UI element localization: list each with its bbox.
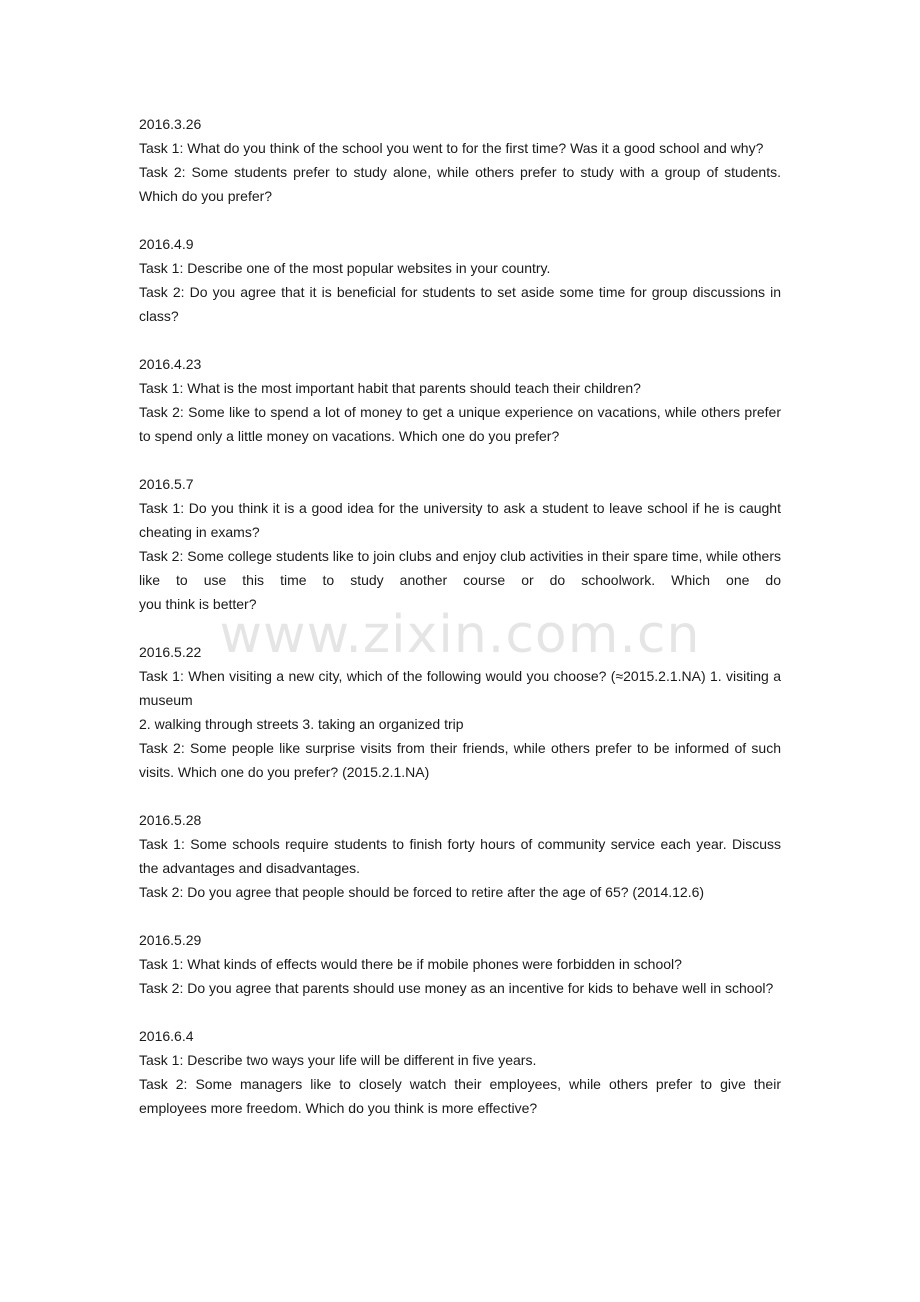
entry-date: 2016.4.23 — [139, 356, 202, 372]
task-1-text: Task 1: Some schools require students to finish forty hours of community service each year. Discuss the advantages and disadvantages. — [139, 836, 781, 876]
entry-date: 2016.6.4 — [139, 1028, 194, 1044]
entry-2016-4-23 — [139, 352, 781, 448]
entry-2016-5-29 — [139, 928, 781, 1000]
task-2-text-continued: you think is better? — [139, 596, 257, 612]
task-2-text: Task 2: Some people like surprise visits from their friends, while others prefer to be informed of such visits. Which one do you prefer? (2015.2.1.NA) — [139, 740, 781, 780]
task-2-text: Task 2: Some managers like to closely watch their employees, while others prefer to give their employees more freedom. Which do you think is more effective? — [139, 1076, 781, 1116]
task-2-text: Task 2: Some college students like to join clubs and enjoy club activities in their spare time, while others like to use this time to study another course or do schoolwork. Which one do — [139, 548, 781, 588]
task-2-text: Task 2: Do you agree that parents should use money as an incentive for kids to behave well in school? — [139, 980, 774, 996]
task-1-text: Task 1: What kinds of effects would there be if mobile phones were forbidden in school? — [139, 956, 682, 972]
task-1-text: Task 1: Describe two ways your life will be different in five years. — [139, 1052, 537, 1068]
site-watermark: www.zixin.com.cn — [219, 605, 701, 665]
task-2-text: Task 2: Do you agree that it is beneficial for students to set aside some time for group discussions in class? — [139, 284, 781, 324]
entry-2016-4-9 — [139, 232, 781, 328]
task-1-text: Task 1: What do you think of the school you went to for the first time? Was it a good school and why? — [139, 140, 764, 156]
entry-date: 2016.5.28 — [139, 812, 202, 828]
entry-date: 2016.5.29 — [139, 932, 202, 948]
entry-2016-5-7 — [139, 472, 781, 616]
entry-date: 2016.5.7 — [139, 476, 194, 492]
entry-date: 2016.4.9 — [139, 236, 194, 252]
entry-date: 2016.3.26 — [139, 116, 202, 132]
entry-2016-5-28 — [139, 808, 781, 904]
task-2-text: Task 2: Some students prefer to study alone, while others prefer to study with a group of students. Which do you prefer? — [139, 164, 781, 204]
task-1-text: Task 1: What is the most important habit that parents should teach their children? — [139, 380, 641, 396]
entry-2016-3-26 — [139, 112, 781, 208]
task-1-text: Task 1: Describe one of the most popular websites in your country. — [139, 260, 551, 276]
task-1-text: Task 1: Do you think it is a good idea for the university to ask a student to leave school if he is caught cheating in exams? — [139, 500, 781, 540]
document-body — [139, 112, 781, 1144]
task-2-text: Task 2: Some like to spend a lot of money to get a unique experience on vacations, while others prefer to spend only a little money on vacations. Which one do you prefer? — [139, 404, 781, 444]
entry-date: 2016.5.22 — [139, 644, 202, 660]
task-1-text: Task 1: When visiting a new city, which of the following would you choose? (≈2015.2.1.NA) 1. visiting a museum — [139, 668, 781, 708]
task-2-text: Task 2: Do you agree that people should be forced to retire after the age of 65? (2014.12.6) — [139, 884, 705, 900]
entry-2016-5-22 — [139, 640, 781, 784]
entry-2016-6-4 — [139, 1024, 781, 1120]
task-1-options: 2. walking through streets 3. taking an organized trip — [139, 716, 464, 732]
